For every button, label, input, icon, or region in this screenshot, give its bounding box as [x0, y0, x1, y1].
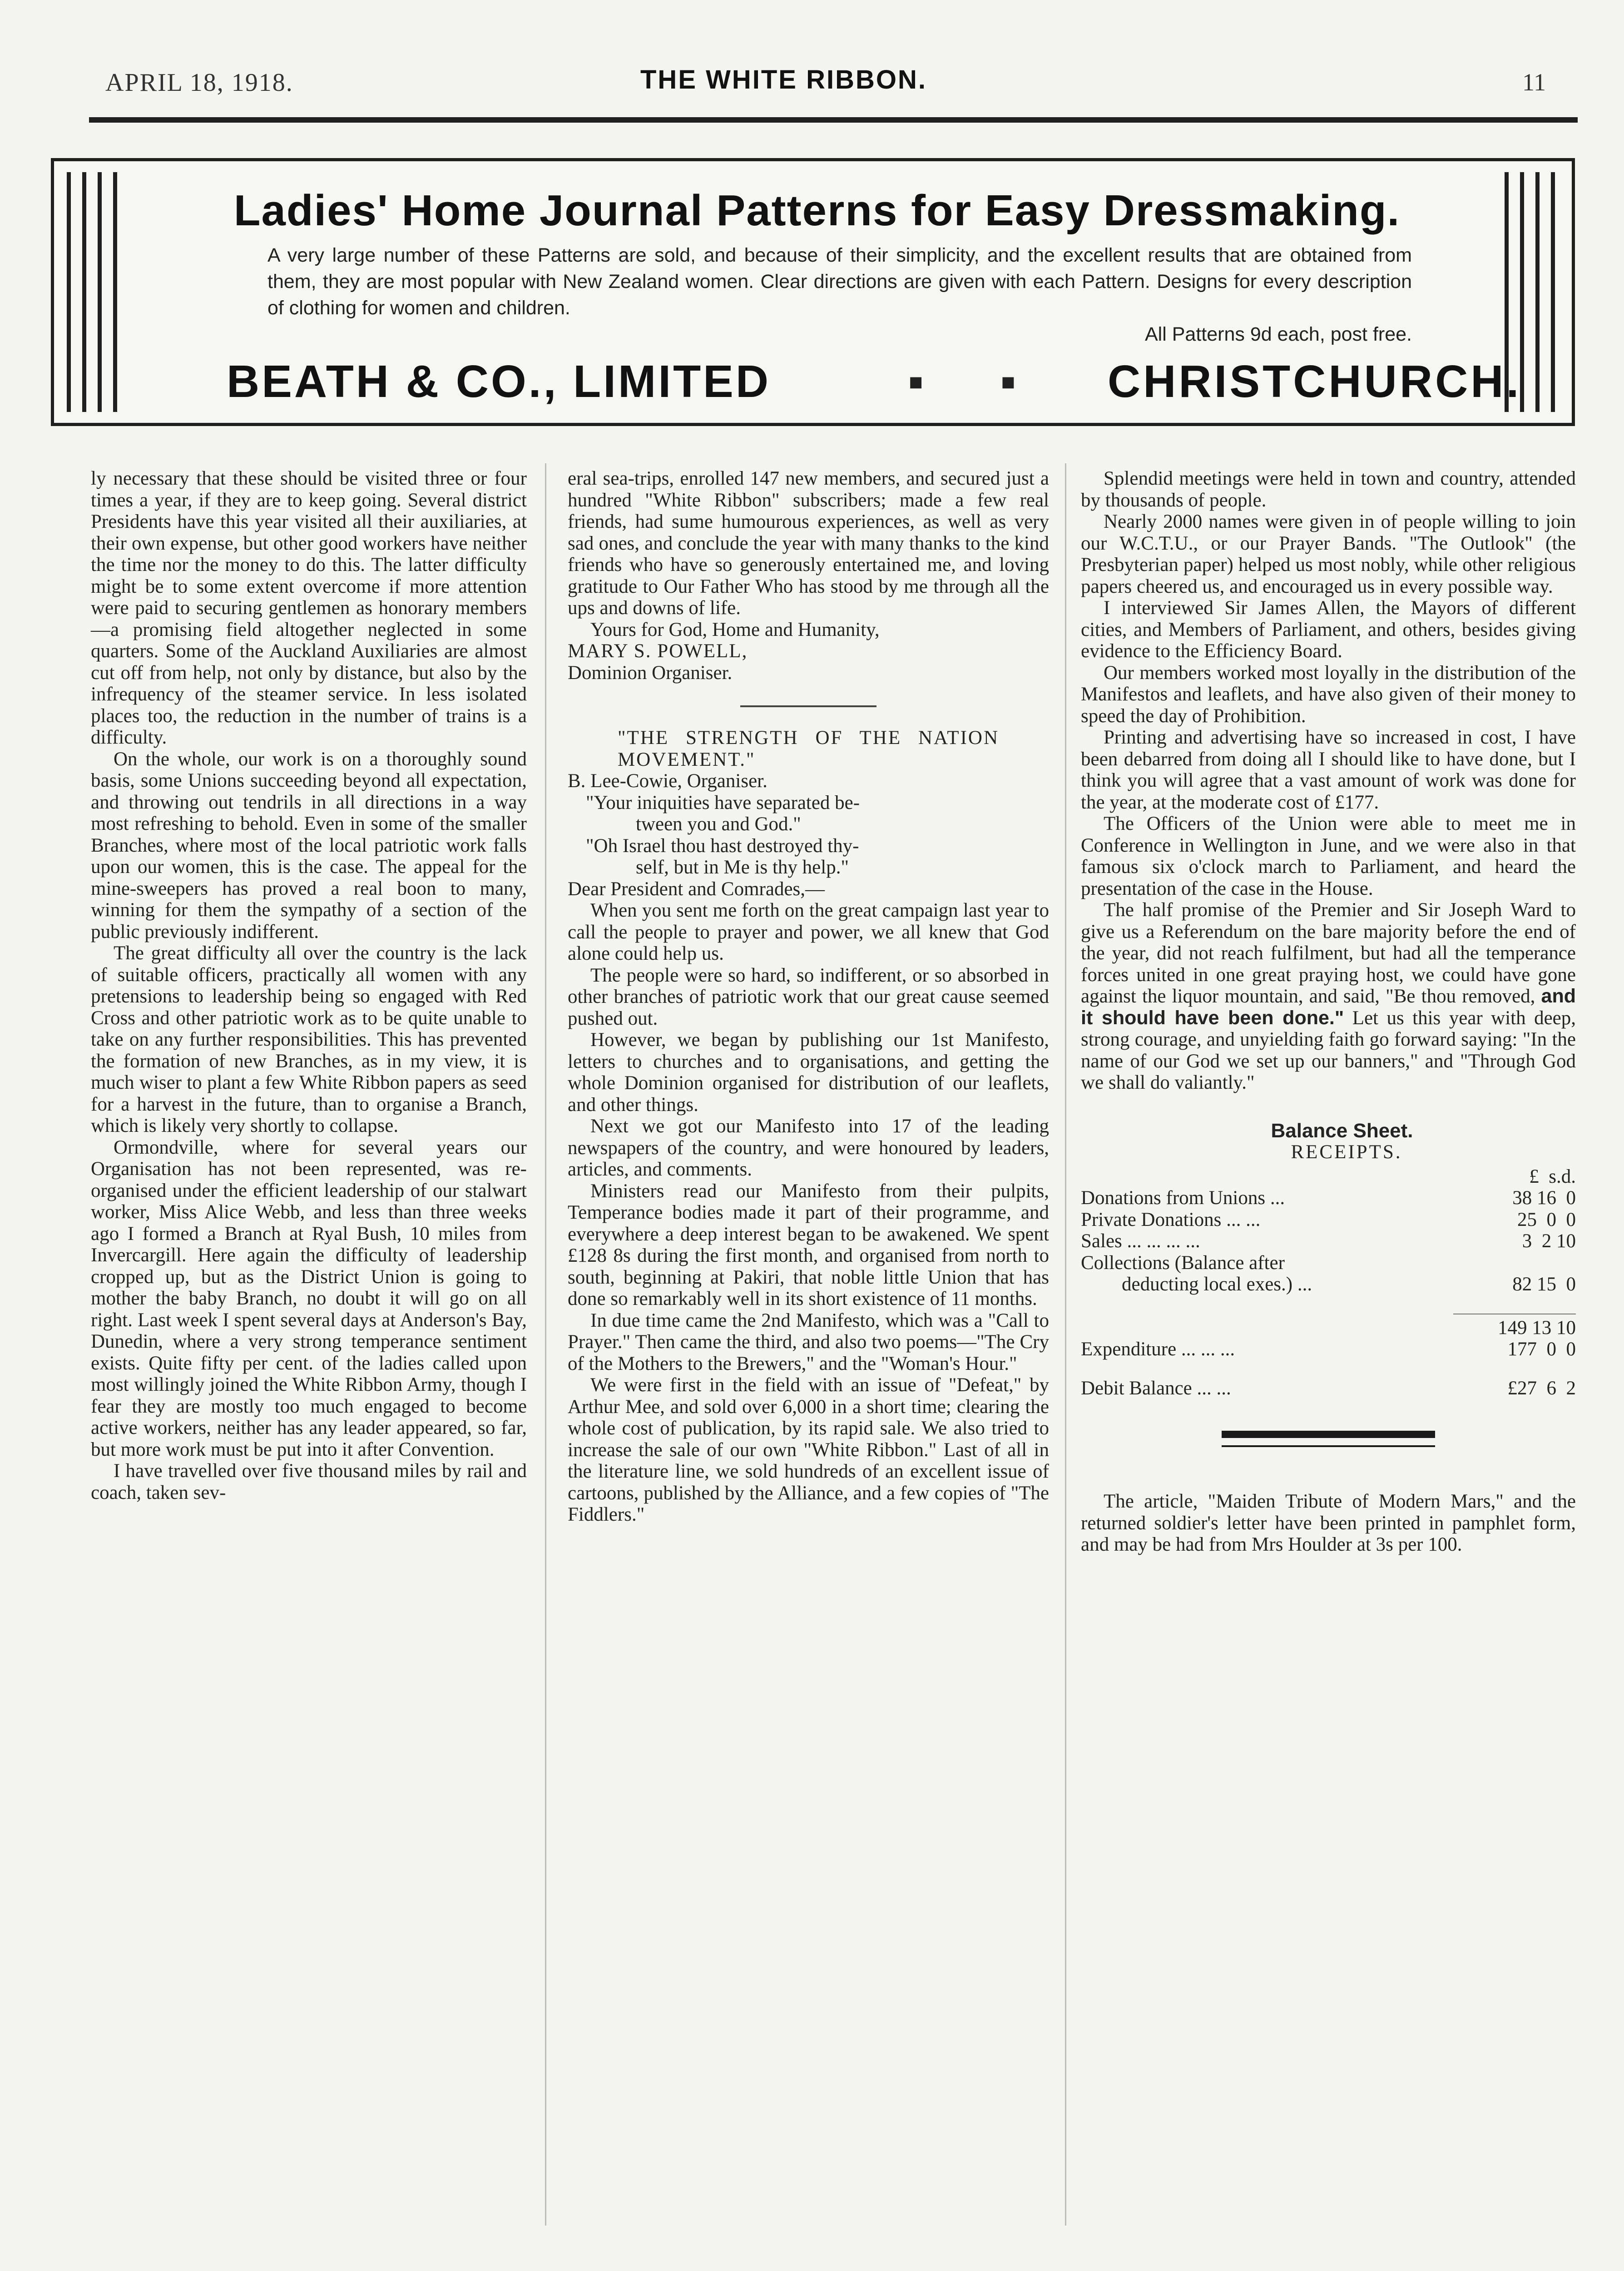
- paragraph: Ormondville, where for several years our Organisation has not been represented, was re-organised under the efficient leadership of our stalwart worker, Miss Alice Webb, and less than three weeks ago I formed a Branch at Ryal Bush, 10 miles from Invercargill. Here again the difficulty of leadership cropped up, but as the District Union is going to mother the baby Branch, no doubt it will go on all right. Last week I spent several days at Anderson's Bay, Dunedin, where a very strong temperance sentiment exists. Quite fifty per cent. of the ladies called upon most willingly joined the White Ribbon Army, though I fear they are mostly too much engaged to become active workers, neither has any leader appeared, so far, but more work must be put into it after Convention.: [91, 1136, 527, 1460]
- balance-sheet-debit: Debit Balance ... ... £27 6 2: [1081, 1377, 1576, 1399]
- paragraph: When you sent me forth on the great campaign last year to call the people to prayer and power, we all knew that God alone could help us.: [568, 900, 1049, 964]
- paragraph: The great difficulty all over the country is the lack of suitable officers, practically all women with any pretensions to leadership being so engaged with Red Cross and other patriotic work as to be quite unable to take on any further responsibilities. This has prevented the formation of new Branches, as in my view, it is much wiser to plant a few White Ribbon papers as seed for a harvest in the future, than to organise a Branch, which is likely very shortly to collapse.: [91, 942, 527, 1136]
- paragraph: Next we got our Manifesto into 17 of the leading newspapers of the country, and were honoured by leaders, articles, and comments.: [568, 1116, 1049, 1180]
- balance-sheet-currency-header: £ s.d.: [1529, 1165, 1576, 1187]
- balance-sheet-row: Donations from Unions ... 38 16 0: [1081, 1187, 1576, 1209]
- article-title: "THE STRENGTH OF THE NATION MOVEMENT.": [618, 727, 999, 770]
- paragraph: [1081, 899, 1576, 1094]
- ad-body-text: [267, 242, 1412, 347]
- paragraph: Nearly 2000 names were given in of people willing to join our W.C.T.U., or our Prayer Bands. "The Outlook" (the Presbyterian paper) helped us most nobly, while other religious papers cheered us, and encouraged us in every possible way.: [1081, 511, 1576, 597]
- section-divider: [1222, 1445, 1435, 1447]
- column-2: [568, 468, 1049, 1526]
- masthead-title: THE WHITE RIBBON.: [640, 65, 927, 94]
- ad-city: CHRISTCHURCH.: [1108, 356, 1522, 407]
- ad-headline: Ladies' Home Journal Patterns for Easy Dressmaking.: [233, 186, 1401, 235]
- page-number: 11: [1522, 69, 1546, 96]
- article-byline: B. Lee-Cowie, Organiser.: [568, 770, 767, 792]
- paragraph: Ministers read our Manifesto from their pulpits, Temperance bodies made it part of their programme, and everywhere a deep interest began to be awakened. We spent £128 8s during the first month, and organised from north to south, beginning at Pakiri, that noble little Union that has done so remarkably well in its short existence of 11 months.: [568, 1180, 1049, 1309]
- verse-line: "Oh Israel thou hast destroyed thy-: [586, 835, 859, 857]
- section-divider: [1222, 1431, 1435, 1438]
- ad-left-border-bars: [67, 172, 121, 412]
- issue-date: APRIL 18, 1918.: [105, 69, 293, 97]
- paragraph: I interviewed Sir James Allen, the Mayors of different cities, and Members of Parliament, and others, besides giving evidence to the Efficiency Board.: [1081, 597, 1576, 662]
- paragraph: Splendid meetings were held in town and country, attended by thousands of people.: [1081, 468, 1576, 511]
- paragraph-text: The half promise of the Premier and Sir Joseph Ward to give us a Referendum on the bare majority before the end of the year, did not reach fulfilment, but had all the temperance forces united in one great praying host, we could have gone against the liquor mountain, and said, "Be thou removed,: [1081, 899, 1576, 1007]
- verse-line: "Your iniquities have separated be-: [586, 792, 860, 813]
- balance-sheet-title: Balance Sheet.: [1271, 1119, 1413, 1142]
- balance-sheet-row: deducting local exes.) ... 82 15 0: [1122, 1274, 1576, 1295]
- paragraph-text: Let us this year with deep, strong courage, and unyielding faith go forward saying: "In the name of our God we set up our banners," and "Through God we shall do valiantly.": [1081, 1007, 1576, 1093]
- balance-sheet-row: Sales ... ... ... ... 3 2 10: [1081, 1230, 1576, 1252]
- salutation: Dear President and Comrades,—: [568, 878, 825, 900]
- paragraph: Our members worked most loyally in the distribution of the Manifestos and leaflets, and have also given of their money to speed the day of Prohibition.: [1081, 662, 1576, 727]
- paragraph: However, we began by publishing our 1st Manifesto, letters to churches and to organisations, and getting the whole Dominion organised for distribution of our leaflets, and other things.: [568, 1029, 1049, 1116]
- signature-title: Dominion Organiser.: [568, 662, 733, 684]
- section-rule: [740, 705, 876, 707]
- balance-sheet-row: Collections (Balance after: [1081, 1252, 1285, 1274]
- ad-company-name: BEATH & CO., LIMITED: [227, 356, 771, 407]
- balance-sheet-total: 149 13 10: [1498, 1317, 1576, 1339]
- paragraph: I have travelled over five thousand miles by rail and coach, taken sev-: [91, 1460, 527, 1503]
- paragraph: ly necessary that these should be visited three or four times a year, if they are to keep going. Several district Presidents have this year visited all their auxiliaries, at their own expense, but other good workers have neither the time nor the money to do this. The latter difficulty might be to some extent overcome if more attention were paid to securing gentlemen as honorary members—a promising field altogether neglected in some quarters. Some of the Auckland Auxiliaries are almost cut off from help, not only by distance, but also by the infrequency of the steamer service. In less isolated places too, the reduction in the number of trains is a difficulty.: [91, 468, 527, 748]
- paragraph: eral sea-trips, enrolled 147 new members, and secured just a hundred "White Ribbon" subscribers; made a few real friends, had sume humourous experiences, as well as very sad ones, and conclude the year with many thanks to the kind friends who have so generously entertained me, and loving gratitude to Our Father Who has stood by me through all the ups and downs of life.: [568, 468, 1049, 619]
- column-divider: [1065, 463, 1066, 2226]
- balance-sheet-row: Private Donations ... ... 25 0 0: [1081, 1209, 1576, 1230]
- paragraph: We were first in the field with an issue of "Defeat," by Arthur Mee, and sold over 6,000 in a short time; clearing the whole cost of publication, by its rapid sale. We also tried to increase the sale of our own "White Ribbon." Last of all in the literature line, we sold hundreds of an excellent issue of cartoons, published by the Alliance, and a few copies of "The Fiddlers.": [568, 1374, 1049, 1525]
- ad-separator-dots: ▪ ▪: [908, 356, 1048, 407]
- paragraph: Printing and advertising have so increased in cost, I have been debarred from doing all I should like to have done, but I think you will agree that a vast amount of work was done for the year, at the moderate cost of £177.: [1081, 727, 1576, 813]
- balance-sheet-subtitle: RECEIPTS.: [1291, 1141, 1402, 1163]
- header-rule: [89, 117, 1578, 123]
- paragraph: The people were so hard, so indifferent, or so absorbed in other branches of patriotic work that our great cause seemed pushed out.: [568, 964, 1049, 1029]
- column-divider: [545, 463, 546, 2226]
- paragraph: In due time came the 2nd Manifesto, which was a "Call to Prayer." Then came the third, and also two poems—"The Cry of the Mothers to the Brewers," and the "Woman's Hour.": [568, 1309, 1049, 1374]
- ad-description: A very large number of these Patterns are sold, and because of their simplicity, and the excellent results that are obtained from them, they are most popular with New Zealand women. Clear directions are given with each Pattern. Designs for every description of clothing for women and children.: [267, 244, 1412, 319]
- column-1: [91, 468, 527, 1503]
- sign-off: Yours for God, Home and Humanity,: [590, 619, 880, 640]
- signature-name: MARY S. POWELL,: [568, 640, 748, 662]
- pattern-advertisement: [51, 158, 1575, 426]
- paragraph: The Officers of the Union were able to meet me in Conference in Wellington in June, and we were also in that famous six o'clock march to Parliament, and heard the presentation of the case in the House.: [1081, 813, 1576, 899]
- bold-quote: and it should have been done.": [1081, 985, 1576, 1029]
- balance-sheet-expenditure: Expenditure ... ... ... 177 0 0: [1081, 1339, 1576, 1360]
- paragraph: On the whole, our work is on a thoroughly sound basis, some Unions succeeding beyond all expectation, and throwing out tendrils in all directions in a way most refreshing to behold. Even in some of the smaller Branches, where most of the local patriotic work falls upon our women, this is the case. The appeal for the mine-sweepers has proved a real boon to many, winning for them the sympathy of a section of the public previously indifferent.: [91, 748, 527, 942]
- closing-note: The article, "Maiden Tribute of Modern Mars," and the returned soldier's letter have been printed in pamphlet form, and may be had from Mrs Houlder at 3s per 100.: [1081, 1491, 1576, 1555]
- verse-line: self, but in Me is thy help.": [636, 857, 849, 878]
- verse-line: tween you and God.": [636, 813, 801, 835]
- ad-price: All Patterns 9d each, post free.: [1145, 323, 1412, 345]
- column-3: [1081, 468, 1576, 1556]
